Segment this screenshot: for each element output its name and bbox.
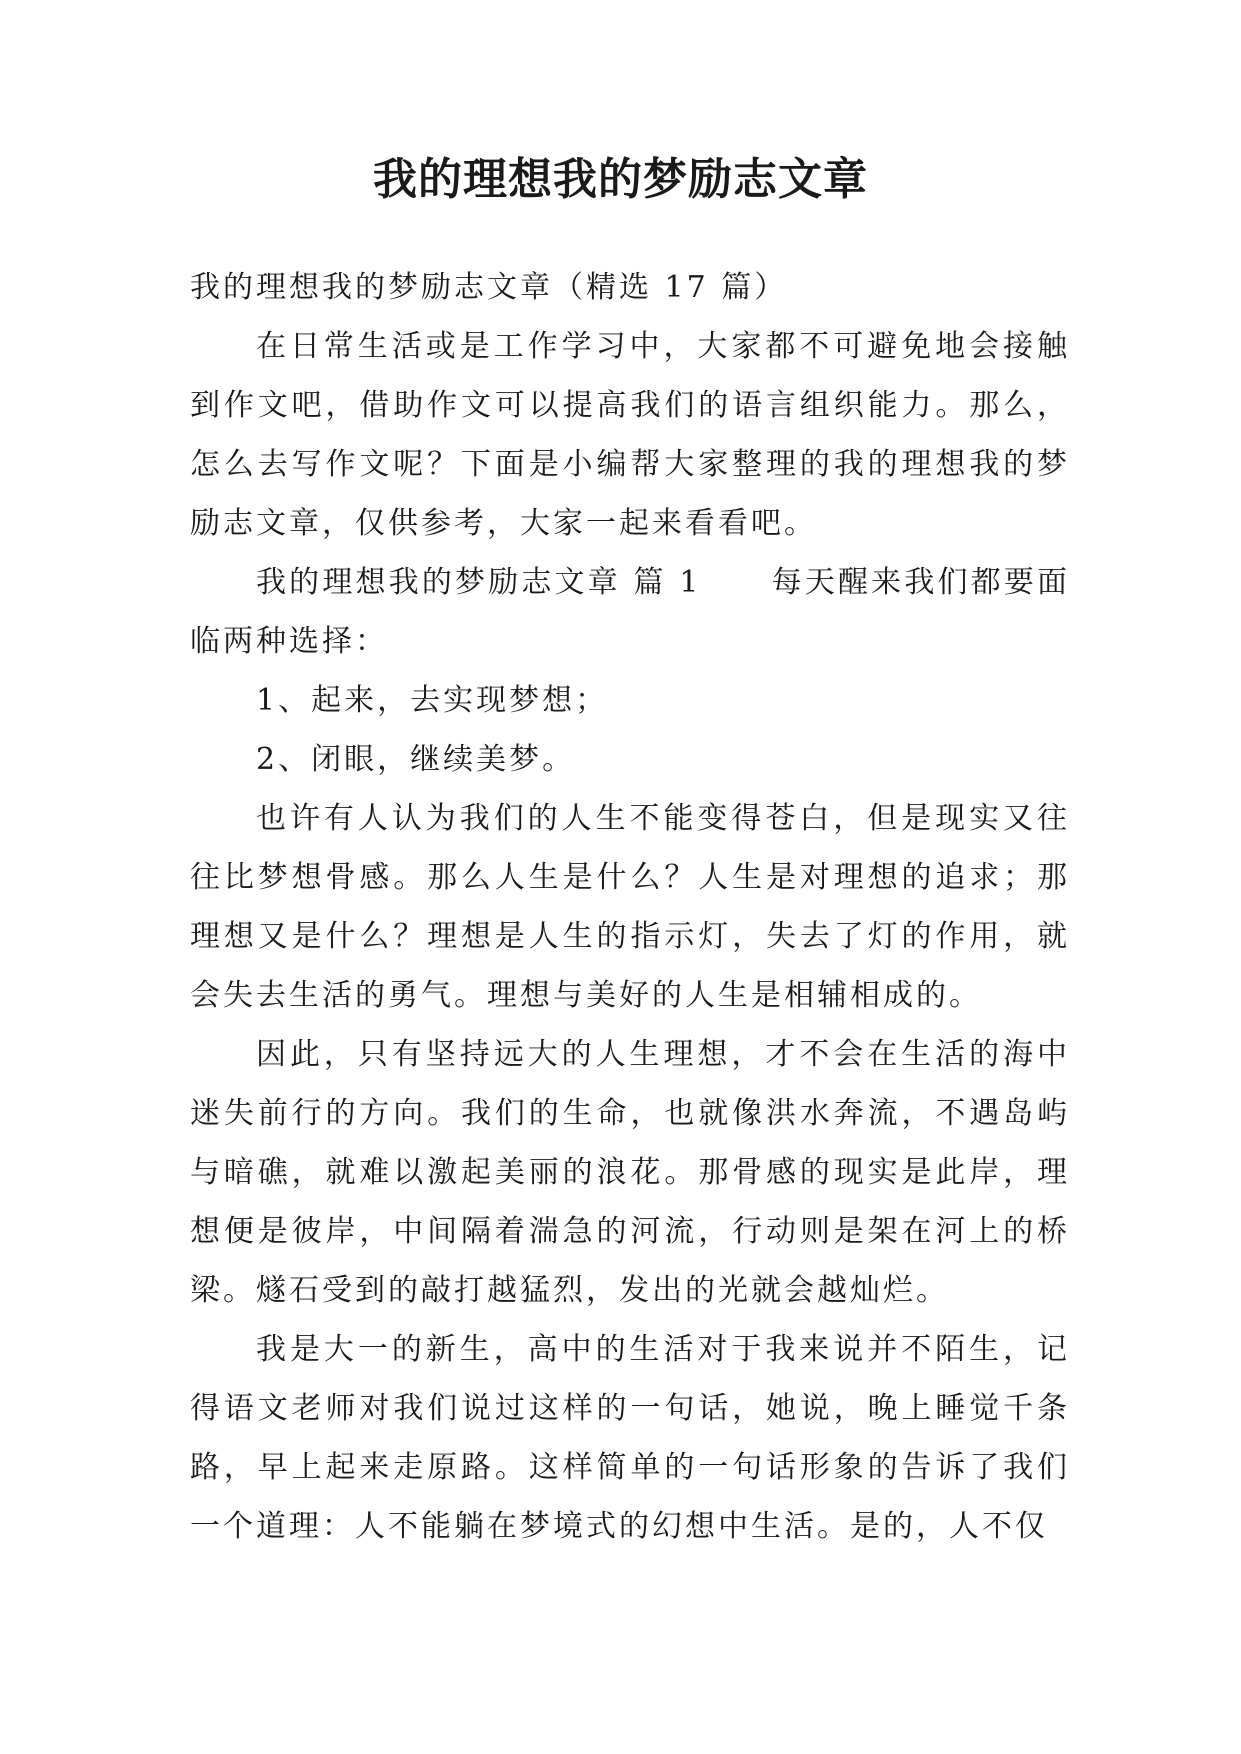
option-item-1: 1、起来，去实现梦想； [256, 683, 609, 718]
option-item-2: 2、闭眼，继续美梦。 [256, 742, 576, 777]
intro-paragraph: 在日常生活或是工作学习中，大家都不可避免地会接触到作文吧，借助作文可以提高我们的语言组织能力。那么，怎么去写作文呢？下面是小编帮大家整理的我的理想我的梦励志文章，仅供参考，大家一起来看看吧。 [190, 329, 1070, 541]
body-paragraph-1: 也许有人认为我们的人生不能变得苍白，但是现实又往往比梦想骨感。那么人生是什么？人生是对理想的追求；那理想又是什么？理想是人生的指示灯，失去了灯的作用，就会失去生活的勇气。理想与美好的人生是相辅相成的。 [190, 801, 1070, 1013]
document-subtitle: 我的理想我的梦励志文章（精选 17 篇） [190, 270, 788, 305]
body-paragraph-3: 我是大一的新生，高中的生活对于我来说并不陌生，记得语文老师对我们说过这样的一句话，她说，晚上睡觉千条路，早上起来走原路。这样简单的一句话形象的告诉了我们一个道理：人不能躺在梦境式的幻想中生活。是的，人不仅 [190, 1332, 1070, 1544]
section-heading-paragraph [190, 553, 1070, 671]
body-paragraph-2: 因此，只有坚持远大的人生理想，才不会在生活的海中迷失前行的方向。我们的生命，也就像洪水奔流，不遇岛屿与暗礁，就难以激起美丽的浪花。那骨感的现实是此岸，理想便是彼岸，中间隔着湍急的河流，行动则是架在河上的桥梁。燧石受到的敲打越猛烈，发出的光就会越灿烂。 [190, 1037, 1070, 1308]
document-body [190, 258, 1070, 1556]
section-heading: 我的理想我的梦励志文章 篇 1 [256, 565, 702, 600]
document-title: 我的理想我的梦励志文章 [373, 154, 868, 205]
section-lead: 每天醒来我们都要面临两种选择： [190, 565, 1070, 659]
